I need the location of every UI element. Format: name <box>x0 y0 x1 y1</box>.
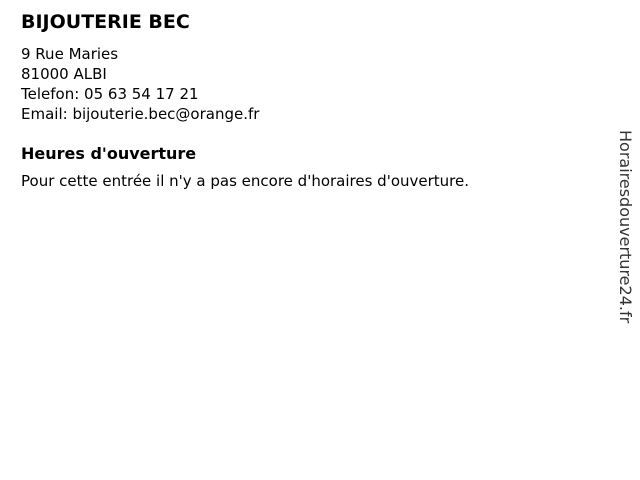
address-city: 81000 ALBI <box>21 64 107 83</box>
phone-label: Telefon: <box>21 84 80 103</box>
opening-hours-heading: Heures d'ouverture <box>21 143 197 163</box>
business-details <box>21 11 469 191</box>
business-name-title: BIJOUTERIE BEC <box>21 11 190 33</box>
phone-value: 05 63 54 17 21 <box>84 84 199 103</box>
email-line <box>21 104 469 124</box>
email-label: Email: <box>21 104 68 123</box>
email-value: bijouterie.bec@orange.fr <box>72 104 260 123</box>
address-street: 9 Rue Maries <box>21 44 119 63</box>
address-block <box>21 44 469 124</box>
phone-line <box>21 84 469 104</box>
opening-hours-empty-message: Pour cette entrée il n'y a pas encore d'horaires d'ouverture. <box>21 171 470 190</box>
site-watermark: Horairesdouverture24.fr <box>616 130 635 324</box>
